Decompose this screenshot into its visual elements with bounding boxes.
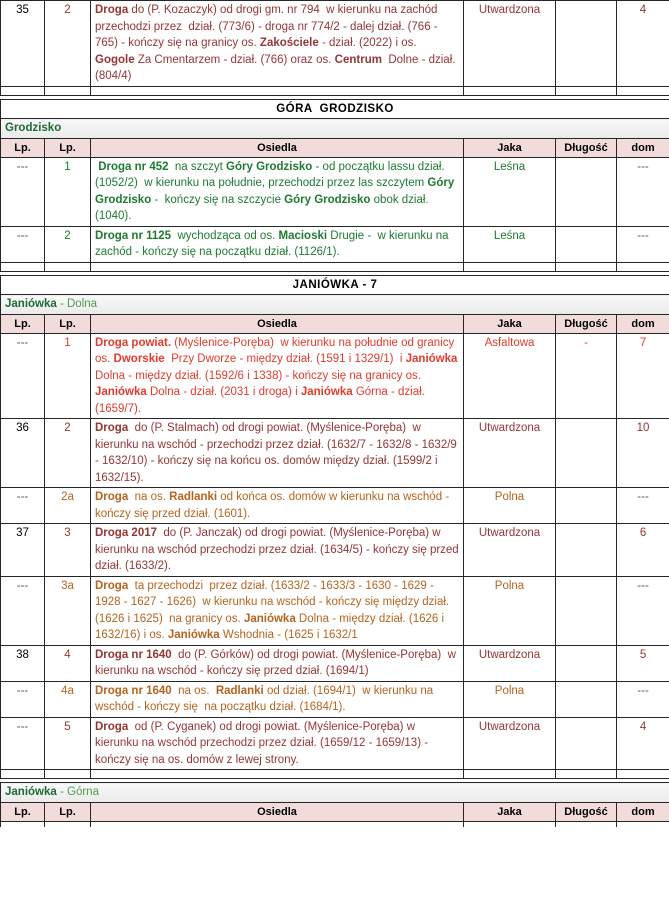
column-header-dlugosc: Długość [556, 802, 617, 821]
cutoff-cell [1, 821, 45, 827]
section-band-row [1, 783, 669, 803]
table-row [1, 717, 669, 770]
jaka-cell: Utwardzona [464, 524, 556, 577]
section-band-row [1, 295, 669, 315]
section-band [1, 295, 669, 315]
dom-cell: --- [617, 488, 669, 524]
dom-cell: 4 [617, 717, 669, 770]
dlugosc-cell [556, 226, 617, 262]
section-title: GÓRA GRODZISKO [1, 99, 669, 119]
osiedla-cell: Droga nr 1640 do (P. Górków) od drogi powiat. (Myślenice-Poręba) w kierunku na wschód - kończy się przed dział. (1694/1) [91, 645, 464, 681]
jaka-cell: Utwardzona [464, 717, 556, 770]
dom-cell: 4 [617, 1, 669, 87]
section-title-row [1, 99, 669, 119]
column-header-row [1, 138, 669, 157]
table-row [1, 419, 669, 488]
osiedla-cell: Droga 2017 do (P. Janczak) od drogi powiat. (Myślenice-Poręba) w kierunku na wschód przechodzi przez dział. (1634/5) - kończy się przed dział. (1633/2). [91, 524, 464, 577]
dlugosc-cell [556, 681, 617, 717]
table-janiowka-gorna [0, 782, 669, 827]
jaka-cell: Leśna [464, 157, 556, 226]
column-header-lp1: Lp. [1, 802, 45, 821]
column-header-row [1, 314, 669, 333]
lp1-cell: --- [1, 681, 45, 717]
section-band-row [1, 119, 669, 139]
column-header-lp2: Lp. [45, 138, 91, 157]
cutoff-cell [556, 821, 617, 827]
column-header-dlugosc: Długość [556, 138, 617, 157]
table-row [1, 1, 669, 87]
cutoff-cell [91, 821, 464, 827]
osiedla-cell: Droga od (P. Cyganek) od drogi powiat. (Myślenice-Poręba) w kierunku na wschód przechodzi przez dział. (1659/12 - 1659/13) - kończy się na os. domów z lewej strony. [91, 717, 464, 770]
spacer-row [1, 770, 669, 779]
column-header-jaka: Jaka [464, 138, 556, 157]
cutoff-row [1, 821, 669, 827]
lp2-cell: 2 [45, 226, 91, 262]
spacer-cell [91, 770, 464, 779]
osiedla-cell: Droga do (P. Stalmach) od drogi powiat. (Myślenice-Poręba) w kierunku na wschód - przechodzi przez dział. (1632/7 - 1632/8 - 1632/9 - 1632/10) - kończy się na końcu os. domów między dział. (1599/2 i 1632/15). [91, 419, 464, 488]
column-header-jaka: Jaka [464, 802, 556, 821]
spacer-cell [45, 770, 91, 779]
lp1-cell: 38 [1, 645, 45, 681]
table-row [1, 645, 669, 681]
column-header-jaka: Jaka [464, 314, 556, 333]
section-band [1, 119, 669, 139]
cutoff-cell [45, 821, 91, 827]
dom-cell: 7 [617, 333, 669, 419]
section-band-name: Janiówka [5, 786, 57, 798]
spacer-cell [617, 770, 669, 779]
lp2-cell: 4 [45, 645, 91, 681]
table-row [1, 576, 669, 645]
table-row [1, 488, 669, 524]
jaka-cell: Polna [464, 576, 556, 645]
dlugosc-cell [556, 157, 617, 226]
lp1-cell: --- [1, 226, 45, 262]
lp2-cell: 2 [45, 1, 91, 87]
osiedla-cell: Droga nr 1125 wychodząca od os. Macioski Drugie - w kierunku na zachód - kończy się na początku dział. (1126/1). [91, 226, 464, 262]
spacer-row [1, 262, 669, 271]
column-header-dom: dom [617, 314, 669, 333]
section-band-suffix: - Dolna [56, 298, 98, 310]
spacer-cell [45, 86, 91, 95]
dom-cell: 5 [617, 645, 669, 681]
dlugosc-cell [556, 1, 617, 87]
column-header-osiedla: Osiedla [91, 802, 464, 821]
column-header-lp1: Lp. [1, 138, 45, 157]
dom-cell: --- [617, 681, 669, 717]
osiedla-cell: Droga do (P. Kozaczyk) od drogi gm. nr 794 w kierunku na zachód przechodzi przez dział. (773/6) - droga nr 774/2 - dalej dział. (766 - 765) - kończy się na granicy os. Zakościele - dział. (2022) i os. Gogole Za Cmentarzem - dział. (766) oraz os. Centrum Dolne - dział. (804/4) [91, 1, 464, 87]
section-band-name: Grodzisko [5, 122, 62, 134]
dlugosc-cell [556, 419, 617, 488]
spacer-cell [1, 262, 45, 271]
section-band-suffix: - Górna [56, 786, 99, 798]
lp2-cell: 5 [45, 717, 91, 770]
cutoff-cell [464, 821, 556, 827]
column-header-dom: dom [617, 138, 669, 157]
lp2-cell: 3a [45, 576, 91, 645]
spacer-cell [1, 86, 45, 95]
section-band-name: Janiówka [5, 298, 57, 310]
jaka-cell: Utwardzona [464, 645, 556, 681]
cutoff-cell [617, 821, 669, 827]
spacer-cell [464, 86, 556, 95]
lp1-cell: --- [1, 488, 45, 524]
table-centrum-fragment [0, 0, 669, 96]
jaka-cell: Utwardzona [464, 419, 556, 488]
osiedla-cell: Droga nr 452 na szczyt Góry Grodzisko - od początku lassu dział. (1052/2) w kierunku na południe, przechodzi przez las szczytem Góry Grodzisko - kończy się na szczycie Góry Grodzisko obok dział. (1040). [91, 157, 464, 226]
lp1-cell: --- [1, 157, 45, 226]
section-band [1, 783, 669, 803]
column-header-dom: dom [617, 802, 669, 821]
lp2-cell: 2a [45, 488, 91, 524]
column-header-lp2: Lp. [45, 314, 91, 333]
table-row [1, 681, 669, 717]
table-janiowka-7 [0, 275, 669, 780]
spacer-cell [91, 262, 464, 271]
spacer-row [1, 86, 669, 95]
dlugosc-cell [556, 524, 617, 577]
lp2-cell: 1 [45, 157, 91, 226]
spacer-cell [556, 86, 617, 95]
spacer-cell [464, 262, 556, 271]
dom-cell: 6 [617, 524, 669, 577]
dom-cell: --- [617, 576, 669, 645]
dlugosc-cell [556, 488, 617, 524]
lp1-cell: --- [1, 576, 45, 645]
table-row [1, 333, 669, 419]
column-header-dlugosc: Długość [556, 314, 617, 333]
section-title: JANIÓWKA - 7 [1, 275, 669, 295]
dlugosc-cell [556, 576, 617, 645]
osiedla-cell: Droga na os. Radlanki od końca os. domów w kierunku na wschód - kończy się przed dział. (1601). [91, 488, 464, 524]
lp2-cell: 4a [45, 681, 91, 717]
lp2-cell: 2 [45, 419, 91, 488]
dom-cell: --- [617, 157, 669, 226]
spacer-cell [1, 770, 45, 779]
spacer-cell [617, 262, 669, 271]
dom-cell: 10 [617, 419, 669, 488]
table-row [1, 524, 669, 577]
table-gora-grodzisko [0, 99, 669, 272]
lp2-cell: 1 [45, 333, 91, 419]
column-header-lp1: Lp. [1, 314, 45, 333]
dlugosc-cell: - [556, 333, 617, 419]
lp1-cell: 35 [1, 1, 45, 87]
spacer-cell [556, 770, 617, 779]
table-row [1, 226, 669, 262]
dlugosc-cell [556, 645, 617, 681]
osiedla-cell: Droga powiat. (Myślenice-Poręba) w kierunku na południe od granicy os. Dworskie Przy Dworze - między dział. (1591 i 1329/1) i Janiówka Dolna - między dział. (1592/6 i 1338) - kończy się na granicy os. Janiówka Dolna - dział. (2031 i droga) i Janiówka Górna - dział. (1659/7). [91, 333, 464, 419]
spacer-cell [617, 86, 669, 95]
lp1-cell: 37 [1, 524, 45, 577]
lp1-cell: --- [1, 717, 45, 770]
jaka-cell: Utwardzona [464, 1, 556, 87]
dom-cell: --- [617, 226, 669, 262]
spacer-cell [556, 262, 617, 271]
jaka-cell: Polna [464, 681, 556, 717]
spacer-cell [91, 86, 464, 95]
section-title-row [1, 275, 669, 295]
osiedla-cell: Droga ta przechodzi przez dział. (1633/2 - 1633/3 - 1630 - 1629 - 1928 - 1627 - 1626) w kierunku na wschód - kończy się między dział. (1626 i 1625) na granicy os. Janiówka Dolna - między dział. (1626 i 1632/16) i os. Janiówka Wshodnia - (1625 i 1632/1 [91, 576, 464, 645]
jaka-cell: Polna [464, 488, 556, 524]
column-header-osiedla: Osiedla [91, 138, 464, 157]
table-row [1, 157, 669, 226]
jaka-cell: Leśna [464, 226, 556, 262]
lp1-cell: --- [1, 333, 45, 419]
column-header-row [1, 802, 669, 821]
column-header-osiedla: Osiedla [91, 314, 464, 333]
jaka-cell: Asfaltowa [464, 333, 556, 419]
lp1-cell: 36 [1, 419, 45, 488]
spacer-cell [464, 770, 556, 779]
column-header-lp2: Lp. [45, 802, 91, 821]
lp2-cell: 3 [45, 524, 91, 577]
dlugosc-cell [556, 717, 617, 770]
spacer-cell [45, 262, 91, 271]
osiedla-cell: Droga nr 1640 na os. Radlanki od dział. (1694/1) w kierunku na wschód - kończy się na początku dział. (1684/1). [91, 681, 464, 717]
